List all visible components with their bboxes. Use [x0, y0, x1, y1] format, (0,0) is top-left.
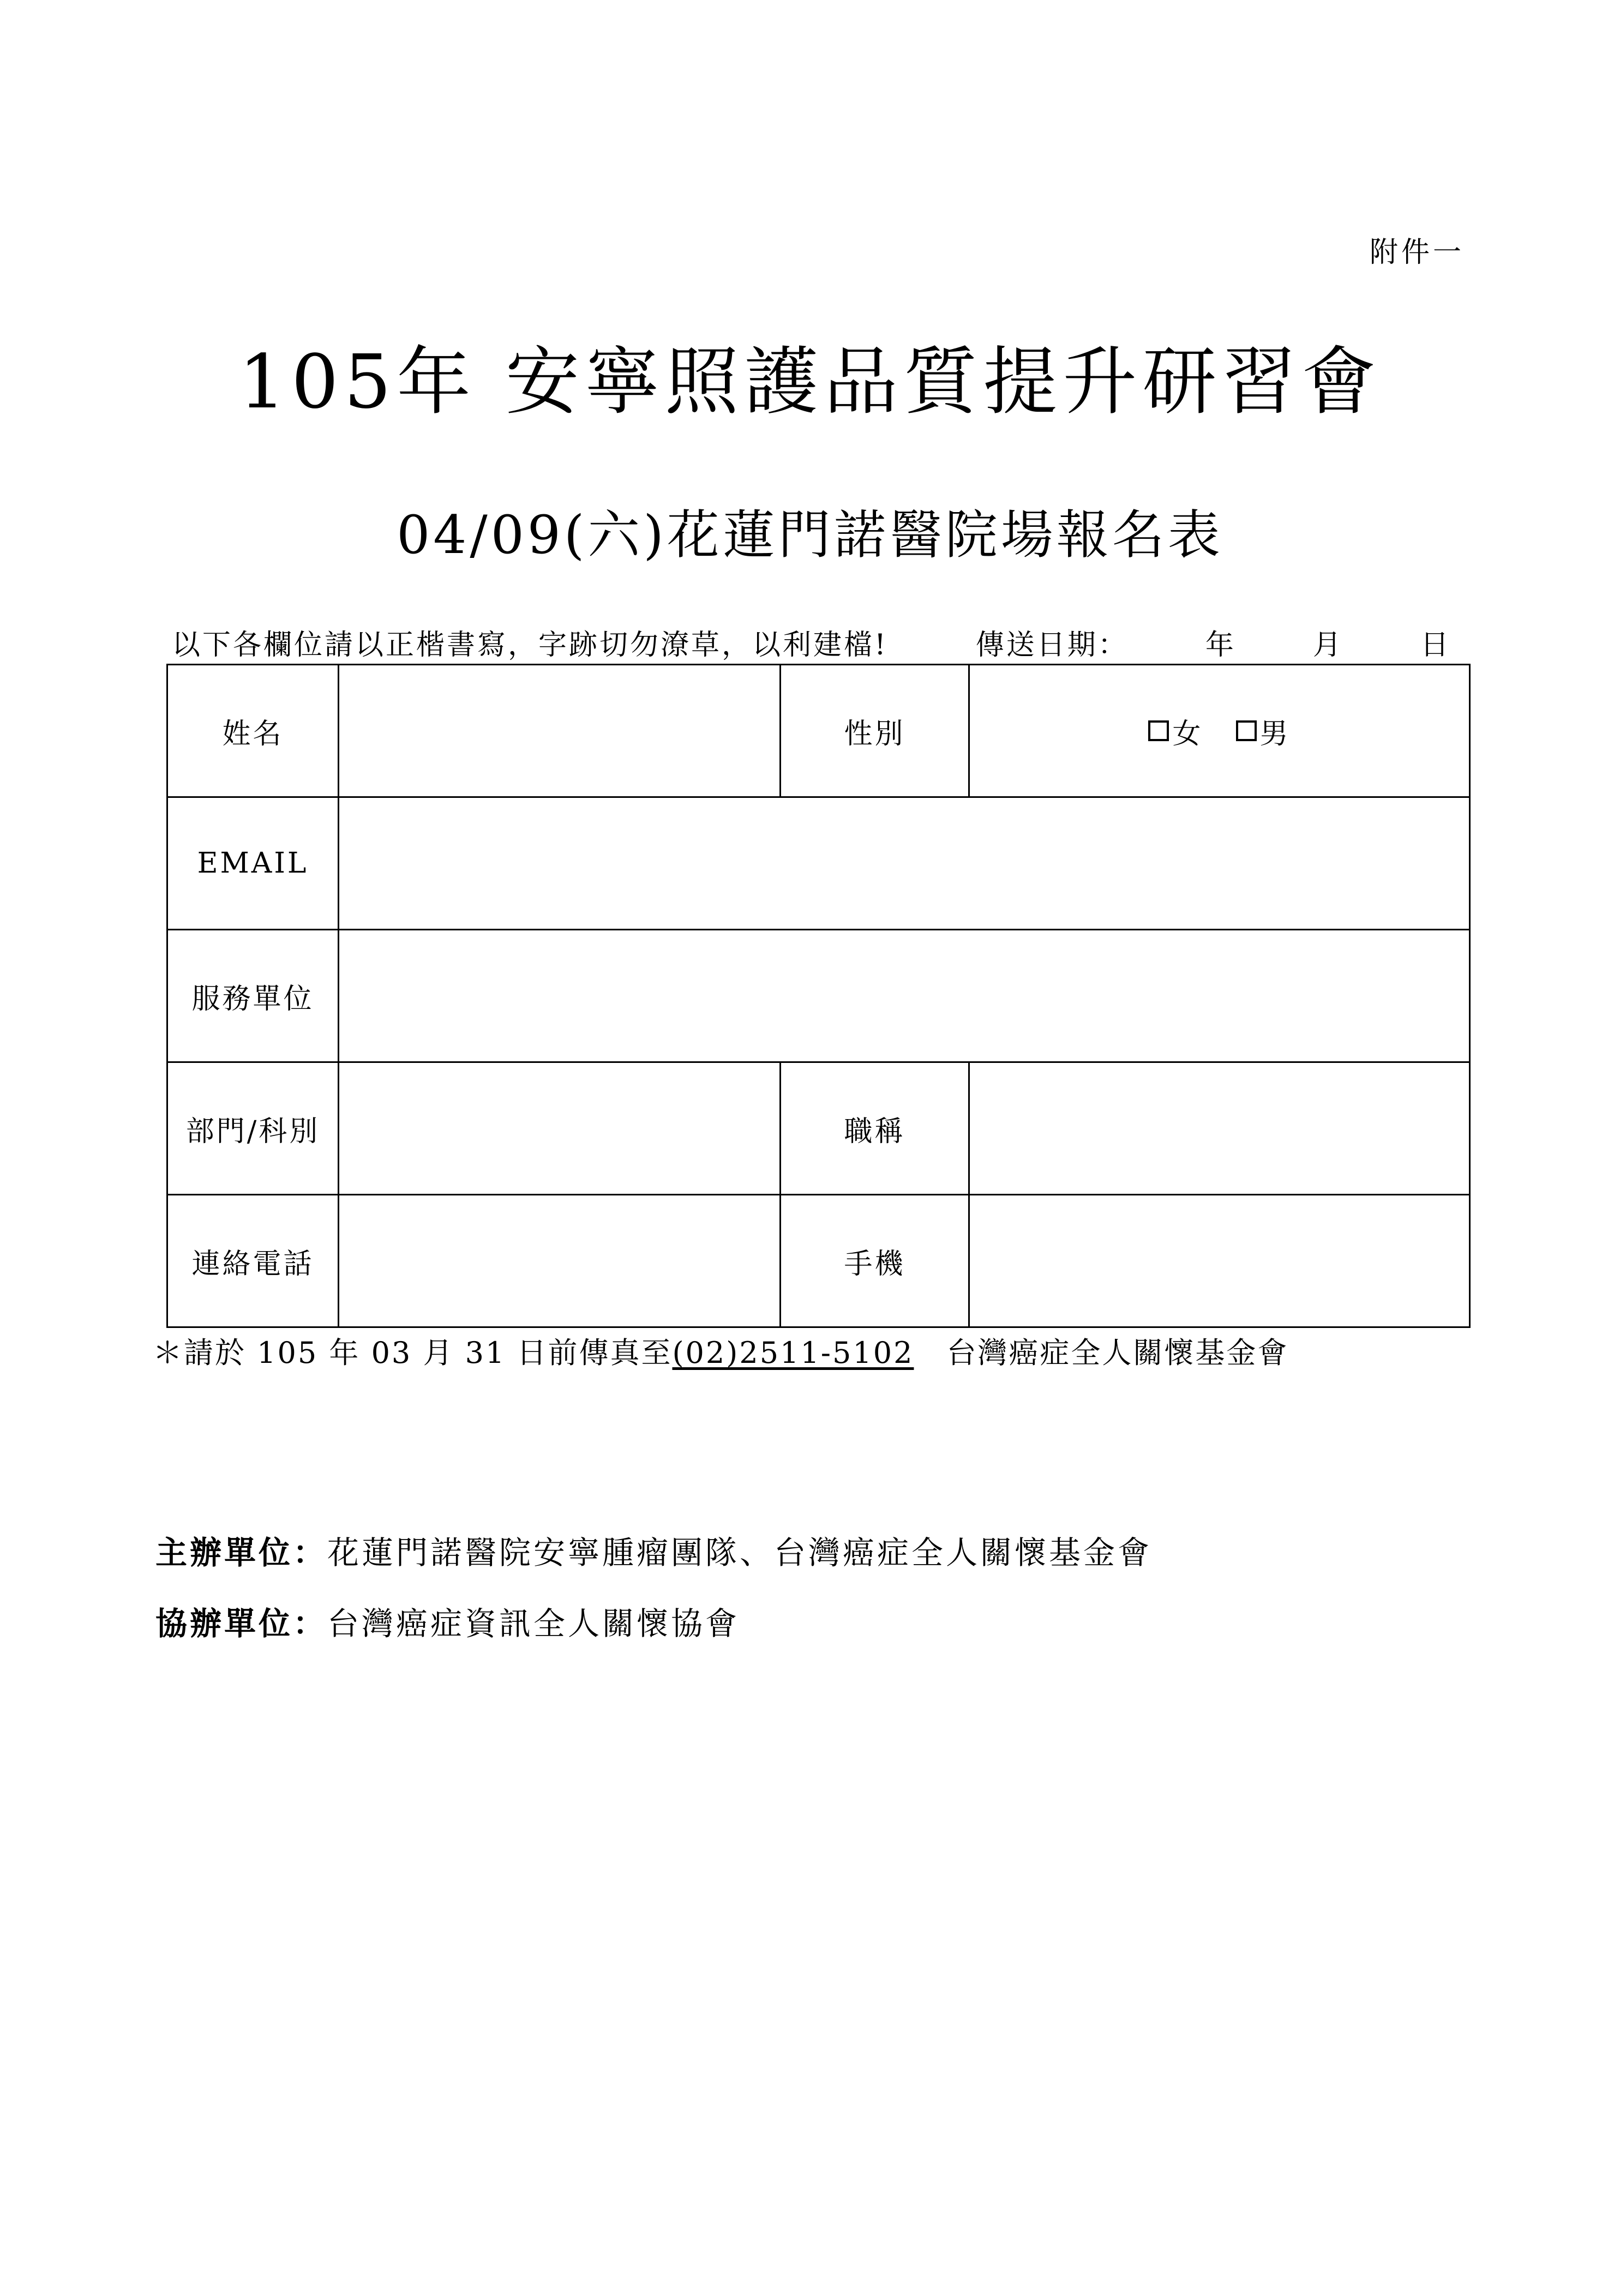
fax-note [153, 1330, 1288, 1372]
registration-form-table [166, 664, 1471, 1328]
table-row [167, 1195, 1470, 1327]
mobile-field[interactable] [969, 1195, 1470, 1327]
email-label: EMAIL [167, 797, 339, 930]
year-label: 年 [1205, 629, 1236, 662]
attachment-label: 附件一 [1369, 236, 1465, 269]
gender-field [969, 665, 1470, 797]
instruction-text: 以下各欄位請以正楷書寫，字跡切勿潦草，以利建檔! [172, 629, 888, 662]
instruction-line [172, 622, 1451, 660]
fax-organization: 台灣癌症全人關懷基金會 [946, 1336, 1289, 1370]
department-label: 部門/科別 [167, 1062, 339, 1195]
table-row [167, 930, 1470, 1062]
table-row [167, 797, 1470, 930]
gender-options [1148, 711, 1290, 752]
day-label: 日 [1420, 629, 1451, 662]
host-organizer [155, 1527, 1152, 1573]
male-option[interactable] [1236, 711, 1291, 752]
email-field[interactable] [339, 797, 1470, 930]
cohost-label: 協辦單位： [155, 1605, 328, 1642]
send-date-area [976, 622, 1451, 663]
page-subtitle: 04/09(六)花蓮門諾醫院場報名表 [397, 504, 1223, 566]
female-option[interactable] [1148, 711, 1203, 752]
cohost-organizer [155, 1598, 740, 1644]
female-checkbox[interactable] [1148, 720, 1169, 741]
female-label: 女 [1172, 717, 1203, 750]
gender-label: 性別 [781, 665, 969, 797]
month-label: 月 [1312, 629, 1343, 662]
cohost-value: 台灣癌症資訊全人關懷協會 [327, 1605, 740, 1642]
phone-label: 連絡電話 [167, 1195, 339, 1327]
department-field[interactable] [339, 1062, 781, 1195]
job-title-field[interactable] [969, 1062, 1470, 1195]
host-value: 花蓮門諾醫院安寧腫瘤團隊、台灣癌症全人關懷基金會 [327, 1534, 1153, 1571]
service-unit-label: 服務單位 [167, 930, 339, 1062]
mobile-label: 手機 [781, 1195, 969, 1327]
name-field[interactable] [339, 665, 781, 797]
table-row [167, 1062, 1470, 1195]
job-title-label: 職稱 [781, 1062, 969, 1195]
phone-field[interactable] [339, 1195, 781, 1327]
fax-number: (02)2511-5102 [672, 1336, 914, 1370]
send-date-label: 傳送日期： [975, 629, 1129, 662]
service-unit-field[interactable] [339, 930, 1470, 1062]
fax-note-text: ＊請於 105 年 03 月 31 日前傳真至 [153, 1336, 673, 1370]
page-title: 105年 安寧照護品質提升研習會 [238, 339, 1382, 425]
male-checkbox[interactable] [1236, 720, 1257, 741]
name-label: 姓名 [167, 665, 339, 797]
male-label: 男 [1259, 717, 1291, 750]
table-row [167, 665, 1470, 797]
host-label: 主辦單位： [155, 1534, 328, 1571]
